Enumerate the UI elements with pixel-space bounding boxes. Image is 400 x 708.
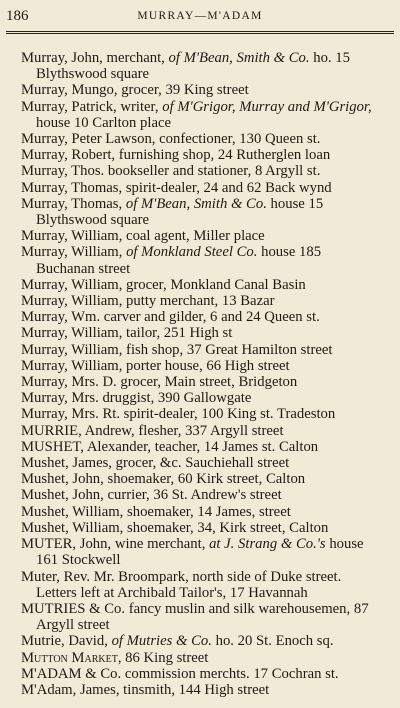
directory-entry [21, 650, 377, 666]
header-rule [6, 31, 394, 34]
directory-entry [21, 406, 377, 422]
entry-text: Murray, John, merchant, [21, 50, 169, 66]
entry-firm-italic: at J. Strang & Co.'s [209, 536, 326, 553]
entry-text: Murray, William, grocer, Monkland Canal Basin [21, 276, 306, 293]
entry-text: Mutrie, David, [21, 633, 112, 650]
directory-entry [21, 504, 377, 520]
entry-text: Murray, Robert, furnishing shop, 24 Rutherglen loan [21, 147, 331, 164]
entry-small-caps: Mutton Market, [21, 649, 122, 666]
directory-entry [21, 180, 377, 196]
entry-text: Mushet, William, shoemaker, 14 James, street [21, 503, 291, 520]
entry-text: Murray, William, putty merchant, 13 Bazar [21, 293, 275, 310]
directory-entry [21, 277, 377, 293]
directory-entry [21, 536, 377, 568]
entry-text: ho. 15 Blythswood square [36, 50, 350, 83]
directory-entry [21, 358, 377, 374]
directory-entry [21, 50, 377, 82]
directory-entry [21, 131, 377, 147]
entry-text: Murray, Mungo, grocer, 39 King street [21, 82, 249, 99]
directory-entry [21, 633, 377, 649]
directory-entry [21, 390, 377, 406]
directory-entry [21, 163, 377, 179]
directory-entry [21, 601, 377, 633]
entry-text: MUTRIES & Co. fancy muslin and silk warehousemen, 87 Argyll street [21, 600, 369, 634]
entry-text: house 161 Stockwell [36, 536, 364, 569]
directory-entry [21, 309, 377, 325]
directory-entry [21, 325, 377, 341]
directory-entry [21, 147, 377, 163]
entry-text: Murray, Thomas, spirit-dealer, 24 and 62 Back wynd [21, 179, 332, 196]
entry-text: Murray, William, coal agent, Miller place [21, 228, 265, 245]
entry-text: M'ADAM & Co. commission merchts. 17 Cochran st. [21, 665, 339, 682]
directory-entry [21, 666, 377, 682]
entry-firm-italic: of Monkland Steel Co. [126, 244, 258, 261]
entry-text: Mushet, John, shoemaker, 60 Kirk street, Calton [21, 471, 306, 488]
directory-entry [21, 244, 377, 276]
entry-text: MUSHET, Alexander, teacher, 14 James st. Calton [21, 438, 319, 455]
entry-text: Murray, Thomas, [21, 195, 126, 212]
entry-text: house 185 Buchanan street [36, 244, 322, 277]
entry-firm-italic: of Mutries & Co. [111, 633, 212, 650]
entry-text: MUTER, John, wine merchant, [21, 536, 210, 553]
entry-text: Mushet, John, currier, 36 St. Andrew's street [21, 487, 282, 504]
page-number: 186 [6, 8, 29, 24]
directory-entry [21, 455, 377, 471]
directory-entry [21, 196, 377, 228]
entry-text: Murray, Peter Lawson, confectioner, 130 Queen st. [21, 131, 321, 148]
entry-text: Mushet, James, grocer, &c. Sauchiehall street [21, 455, 290, 472]
running-head: MURRAY—M'ADAM [137, 10, 263, 22]
entry-text: Muter, Rev. Mr. Broompark, north side of Duke street. Letters left at Archibald Tailor's, 17 Havannah [21, 568, 342, 601]
entry-text: Murray, Mrs. D. grocer, Main street, Bridgeton [21, 374, 298, 391]
entry-firm-italic: of M'Bean, Smith & Co. [125, 195, 267, 212]
entry-text: Murray, Mrs. druggist, 390 Gallowgate [21, 390, 252, 407]
entry-text: Mushet, William, shoemaker, 34, Kirk street, Calton [21, 519, 329, 536]
page-header [6, 2, 394, 36]
entry-firm-italic: of M'Bean, Smith & Co. [168, 50, 310, 66]
entry-text: ho. 20 St. Enoch sq. [211, 633, 334, 650]
directory-entry [21, 342, 377, 358]
entry-text: M'Adam, James, tinsmith, 144 High street [21, 681, 270, 698]
entry-text: house 10 Carlton place [36, 114, 172, 131]
directory-entry [21, 423, 377, 439]
entry-text: Murray, Thos. bookseller and stationer, 8 Argyll st. [21, 163, 321, 180]
directory-entry [21, 682, 377, 698]
directory-entry [21, 471, 377, 487]
entry-text: 86 King street [121, 649, 209, 666]
directory-entry [21, 520, 377, 536]
directory-entry [21, 569, 377, 601]
entry-text: house 15 Blythswood square [36, 195, 324, 229]
directory-entry [21, 82, 377, 98]
entry-text: Murray, Mrs. Rt. spirit-dealer, 100 King st. Tradeston [21, 406, 336, 423]
entry-text: Murray, Patrick, writer, [21, 98, 163, 115]
directory-entry [21, 439, 377, 455]
directory-entry [21, 293, 377, 309]
directory-entry [21, 228, 377, 244]
directory-entry [21, 99, 377, 131]
directory-entries [21, 50, 377, 698]
directory-entry [21, 374, 377, 390]
entry-text: Murray, William, tailor, 251 High st [21, 325, 233, 342]
entry-text: Murray, William, fish shop, 37 Great Hamilton street [21, 341, 333, 358]
entry-firm-italic: of M'Grigor, Murray and M'Grigor, [162, 98, 372, 115]
entry-text: Murray, William, porter house, 66 High street [21, 357, 290, 374]
directory-entry [21, 487, 377, 503]
entry-text: MURRIE, Andrew, flesher, 337 Argyll street [21, 422, 284, 439]
entry-text: Murray, William, [21, 244, 127, 261]
entry-text: Murray, Wm. carver and gilder, 6 and 24 Queen st. [21, 309, 320, 326]
